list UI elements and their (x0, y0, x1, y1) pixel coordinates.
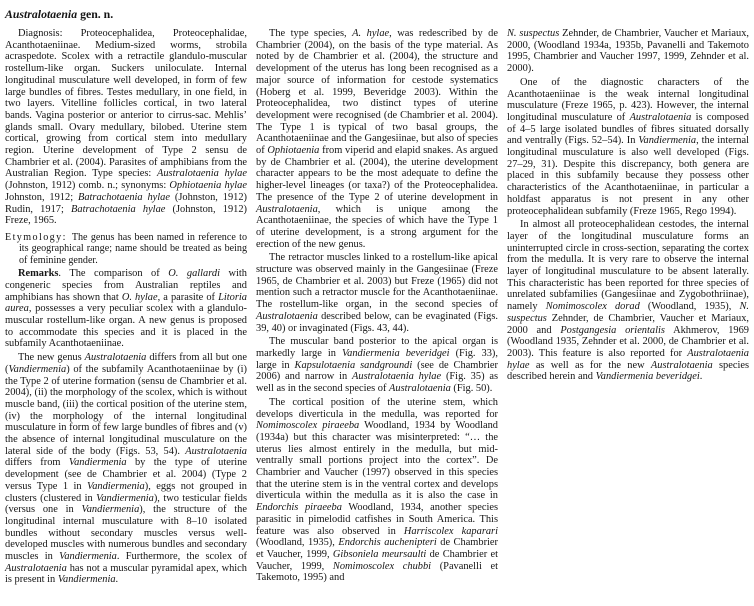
text-run: (Woodland, 1935), (639, 301, 740, 313)
emphasized-text-run: Vandiermenia (68, 457, 127, 469)
text-run: , the internal longitudinal musculature is also well developed (Figs. 27–29, 31). Despite this discrepancy, both genera are placed in this subfamily because they possess other characteristics of the Acanthotaeniinae, in particular a holdfast apparatus is not present in any other proteocephalidean subfamily (Freze 1965, Rego 1994). (507, 135, 749, 217)
text-run: One of the diagnostic characters of the Acanthotaeniinae is the weak internal longitudinal musculature (Freze 1965, p. 423). However, the internal longitudinal musculature of (507, 76, 749, 123)
text-run: , was redescribed by de Chambrier (2004), on the basis of the type material. As noted by de Chambrier et al. (2004), the structure and development of the uterus has long been recognised as a major source of information for cestode systematics (Hoberg et al. 1999, Beveridge 2003). Within the Proteocephalidea, two distinct types of uterine development were recognised (de Chambrier et al. 2004). The Type 1 is typical of two basal groups, the Acanthotaeniinae and the Gangesiinae, but also of species of (256, 28, 498, 157)
text-run: ), the structure of the longitudinal internal musculature with 8–10 isolated bundles without secondary muscles versus well-developed muscles with numerous bundles and secondary muscles in (5, 504, 247, 563)
text-run: Diagnosis: Proteocephalidea, Proteocephalidae, Acanthotaeniinae. Medium-sized worms, strobila acraspedote. Scolex with a retractile glandulo-muscular rostellum-like organ. Suckers uniloculate. Internal longitudinal musculature well developed, in form of few large bundles of fibres. Testes medullary, in one field, in two layers. Vitelline follicles cortical, in two lateral bands. Vagina posterior or anterior to cirrus-sac. Mehlis’ glands small. Ovary medullary, bilobed. Uterine stem cortical, growing from cortical stem into medullary region. Uterine development of Type 2 sensu de Chambrier et al. (2004). Parasites of amphibians from the Australian Region. Type species: (5, 28, 247, 180)
emphasized-text-run: Vandiermenia (81, 504, 140, 516)
emphasized-text-run: Gibsoniela meursaulti (332, 548, 427, 560)
emphasized-text-run: Vandiermenia (87, 480, 145, 492)
text-run: Zehnder, de Chambrier, Vaucher et Mariaux, 2000 and (507, 312, 749, 336)
column-right (507, 7, 749, 606)
text-run: . (699, 371, 703, 383)
emphasized-text-run: Vandiermenia (59, 551, 117, 563)
text-run: Woodland, 1934 by Woodland (1934a) but this character was misinterpreted: “… the uterus lies almost entirely in the medulla, but mid-ventrally small portions project into the cortex”. De Chambrier and Vaucher (1997) observed in this species that the uterine stem is in the ventral cortex and develops diverticula within the medulla as it is also the case in (256, 420, 498, 502)
emphasized-text-run: A. hylae (352, 28, 390, 39)
text-run: . Furthermore, the scolex of (116, 551, 247, 563)
text-run: is composed of 4–5 large isolated bundles of fibres situated dorsally and ventrally (Figs. 52–54). In (507, 111, 749, 147)
emphasized-text-run: Australotaenia hylae (352, 371, 442, 383)
text-run: (Johnston, 1912) comb. n.; synonyms: (5, 180, 170, 192)
emphasized-text-run: Batrachotaenia hylae (77, 191, 170, 203)
genus-heading (5, 7, 247, 21)
etymology-label: Etymology: (5, 231, 67, 243)
text-run: (Johnston, 1912) Rudin, 1917; (5, 191, 247, 215)
emphasized-text-run: Endorchis auchenipteri (338, 537, 437, 549)
emphasized-text-run: N. suspectus (507, 28, 560, 39)
body-paragraph (5, 28, 247, 227)
body-paragraph (256, 28, 498, 250)
text-run: . The comparison of (58, 268, 169, 280)
emphasized-text-run: Litoria aurea (5, 291, 247, 315)
emphasized-text-run: Australotaenia (389, 383, 451, 395)
text-run: The retractor muscles linked to a rostellum-like apical structure was observed mainly in the Gangesiinae (Freze 1965, de Chambrier et al. 2003) but Freze (1965) did not mention such a retractor muscle for the Acanthotaeniinae. The rostellum-like organ, in the second species of (256, 252, 498, 311)
emphasized-text-run: O. hylae (121, 291, 158, 303)
text-run: differs from all but one ( (5, 352, 247, 375)
emphasized-text-run: Kapsulotaenia sandgroundi (294, 359, 413, 371)
body-paragraph (256, 397, 498, 584)
text-run: , which is unique among the Acanthotaeniinae, the species of which have the Type 1 of uterine development, is a strong argument for the erection of the new genus. (256, 203, 498, 250)
text-run: (Fig. 35) as well as in the second species of (256, 371, 498, 395)
emphasized-text-run: Australotaenia (84, 352, 147, 364)
emphasized-text-run: N. suspectus (507, 301, 749, 324)
body-paragraph (5, 352, 247, 586)
column-top-spacer (507, 7, 749, 28)
emphasized-text-run: Batrachotaenia hylae (71, 203, 166, 215)
text-run: with congeneric species from Australian reptiles and amphibians has shown that (5, 268, 247, 303)
text-run: The genus has been named in reference to its geographical range; name should be treated as being of feminine gender. (19, 231, 247, 266)
emphasized-text-run: Australotaenia (185, 445, 247, 457)
text-run: The type species, (269, 28, 353, 39)
body-paragraph (507, 77, 749, 217)
text-run: by the type of uterine development (see de Chambrier et al. 2004) (Type 2 versus Type 1 in (5, 457, 247, 492)
text-run: species described herein and (507, 359, 749, 383)
body-paragraph (507, 28, 749, 75)
emphasized-text-run: Ophiotaenia (267, 145, 320, 157)
emphasized-text-run: Remarks (18, 268, 59, 280)
body-paragraph (256, 252, 498, 334)
text-run: ), eggs not grouped in clusters (clustered in (5, 480, 247, 504)
emphasized-text-run: Vandiermenia (96, 492, 154, 504)
text-run: The cortical position of the uterine stem, which develops diverticula in the medulla, was reported for (256, 396, 498, 420)
emphasized-text-run: Nomimoscolex chubbi (332, 560, 432, 572)
emphasized-text-run: Vandiermenia (57, 574, 116, 586)
emphasized-text-run: O. gallardi (168, 268, 220, 280)
emphasized-text-run: Australotaenia (5, 7, 78, 21)
column-left (5, 7, 247, 606)
body-paragraph (507, 219, 749, 383)
text-run: as well as for the new (529, 359, 651, 371)
emphasized-text-run: Australotaenia (256, 203, 318, 215)
text-run: (Fig. 33), large in (256, 347, 498, 371)
emphasized-text-run: Vandiermenia beveridgei (595, 371, 700, 383)
text-run: ), two testicular fields (versus one in (5, 492, 247, 516)
emphasized-text-run: Vandiermenia (638, 135, 697, 147)
text-run: from viperid and elapid snakes. As argued by de Chambrier et al. (2004), the uterine development character appears to be the most adequate to define the higher-level lineages (or taxa?) of the Proteocephalidea. The presence of the Type 2 of uterine development in (256, 145, 498, 203)
text-run: . (115, 574, 119, 586)
text-run: (Johnston, 1912) Freze, 1965. (5, 203, 247, 227)
text-run: ) of the subfamily Acanthotaeniinae by (i) the Type 2 of uterine formation (sensu de Chambrier et al. 2004), (ii) the morphology of the scolex, which is without muscle band, (iii) the cortical position of the uterine stem, (iv) the morphology of the internal longitudinal musculature in form of few large bundles of fibres and (v) the absence of internal longitudinal musculature on the lateral side of the body (Figs. 53, 54). (5, 363, 247, 457)
emphasized-text-run: Harriscolex kaparari (403, 525, 498, 537)
text-run: (Pavanelli et Takemoto, 1995) and (256, 560, 498, 584)
emphasized-text-run: Australotaenia hylae (507, 347, 749, 371)
emphasized-text-run: Australotaenia (256, 310, 318, 322)
emphasized-text-run: Endorchis piraeeba (256, 502, 342, 514)
text-run: described below, can be evaginated (Figs. 39, 40) or invaginated (Figs. 43, 44). (256, 310, 498, 334)
text-run: (Fig. 50). (450, 383, 493, 395)
text-run: Akhmerov, 1969 (Woodland 1935, Zehnder et al. 2000, de Chambrier et al. 2003). This feature is also reported for (507, 324, 750, 359)
emphasized-text-run: gen. n. (77, 7, 114, 21)
text-run: de Chambrier et Vaucher, 1999, (256, 548, 498, 572)
emphasized-text-run: Australotaenia (629, 111, 692, 123)
text-run: (see de Chambrier 2006) and narrow in (256, 359, 498, 383)
emphasized-text-run: Vandiermenia (8, 363, 67, 375)
emphasized-text-run: Nomimoscolex piraeeba (256, 420, 360, 432)
emphasized-text-run: Nomimoscolex dorad (545, 301, 640, 313)
text-run: , possesses a very peculiar scolex with a glandulo-muscular rostellum-like organ. A new genus is proposed to accommodate this species and it is placed in the subfamily Acanthotaeniinae. (5, 303, 247, 350)
text-run: de Chambrier et Vaucher, 1999, (256, 537, 498, 560)
text-run: In almost all proteocephalidean cestodes, the internal layer of the longitudinal musculature forms an uninterrupted circle in cross-section, separating the cortex from the medulla. It is very rare to observe the internal layer of longitudinal musculature to be absent laterally. This characteristic has been reported for three species of unrelated subfamilies (Gangesiinae and Zygobothriinae), namely (507, 219, 749, 313)
text-run: Woodland, 1934, another species parasitic in pimelodid catfishes in South America. This feature was also observed in (256, 502, 498, 537)
body-paragraph (5, 268, 247, 350)
column-middle (256, 7, 498, 606)
text-run: The new genus (18, 352, 85, 364)
text-run: , a parasite of (157, 291, 219, 303)
emphasized-text-run: Vandiermenia beveridgei (341, 347, 450, 359)
emphasized-text-run: Postgangesia orientalis (560, 324, 665, 336)
etymology-paragraph (5, 232, 247, 266)
text-run: Zehnder, de Chambrier, Vaucher et Mariaux, 2000, (Woodland 1934a, 1935b, Pavanelli and Takemoto 1995, Chambrier and Vaucher 1997, 1999, Zehnder et al. 2000). (507, 28, 749, 75)
body-paragraph (256, 336, 498, 395)
emphasized-text-run: Australotaenia hylae (157, 168, 247, 180)
emphasized-text-run: Australotaenia (5, 562, 67, 574)
text-run: The muscular band posterior to the apical organ is markedly large in (256, 336, 498, 359)
text-run: has not a muscular pyramidal apex, which is present in (5, 562, 247, 586)
text-run: (Woodland, 1935), (256, 537, 339, 549)
column-top-spacer (256, 7, 498, 28)
emphasized-text-run: Ophiotaenia hylae (169, 180, 247, 192)
text-run: differs from (5, 457, 69, 469)
emphasized-text-run: Australotaenia (650, 359, 713, 371)
text-run: Johnston, 1912; (5, 191, 78, 203)
